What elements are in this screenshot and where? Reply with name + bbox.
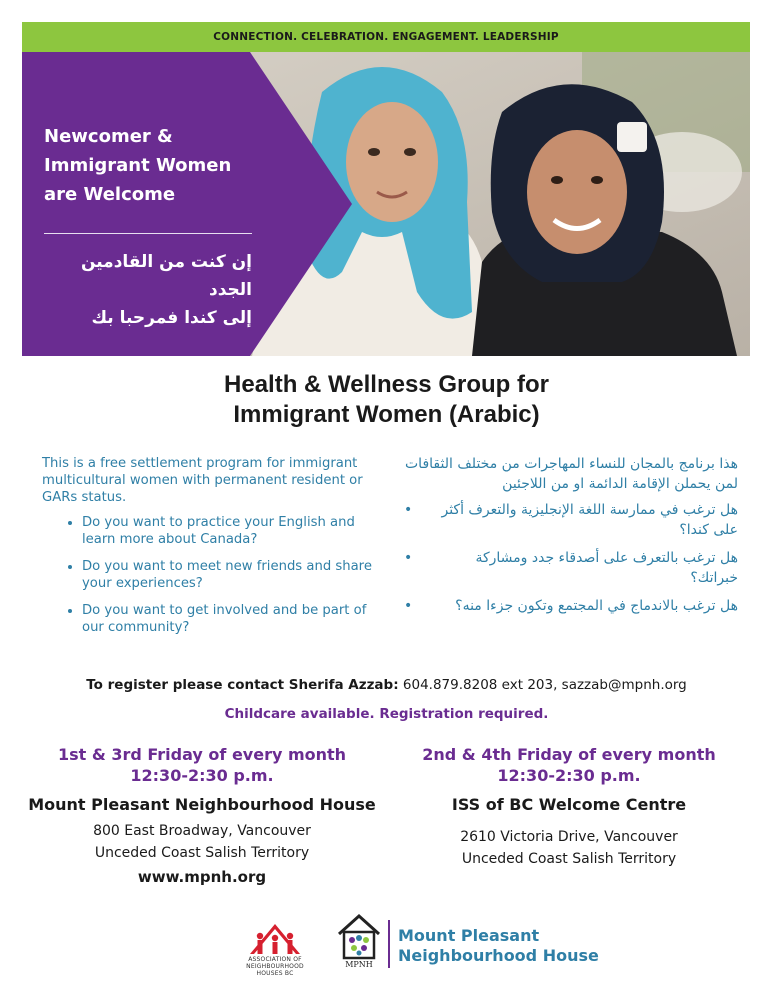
- mpnh-name-line: Mount Pleasant: [398, 926, 540, 945]
- list-item: • هل ترغب في ممارسة اللغة الإنجليزية والتعرف أكثر على كندا؟: [400, 500, 738, 540]
- mpnh-logo-name: [398, 926, 618, 966]
- schedule-days: 2nd & 4th Friday of every month: [422, 745, 716, 764]
- mpnh-name-line: Neighbourhood House: [398, 946, 599, 965]
- welcome-line: إن كنت من القادمين الجدد: [80, 252, 252, 300]
- welcome-arabic: [42, 248, 252, 332]
- english-description: [42, 455, 382, 646]
- arabic-question-list: [400, 500, 738, 616]
- arabic-description: [400, 454, 738, 624]
- schedule-time: 12:30-2:30 p.m.: [130, 766, 274, 785]
- list-item: • هل ترغب بالاندماج في المجتمع وتكون جزءا منه؟: [400, 596, 738, 616]
- welcome-line: Newcomer &: [44, 126, 173, 147]
- list-item: • هل ترغب بالتعرف على أصدقاء جدد ومشاركة خبراتك؟: [400, 548, 738, 588]
- list-item: • Do you want to meet new friends and share your experiences?: [82, 558, 382, 592]
- welcome-divider: [44, 233, 252, 234]
- venue-name: Mount Pleasant Neighbourhood House: [28, 795, 376, 814]
- title-line: Health & Wellness Group for: [224, 371, 549, 398]
- mpnh-abbreviation: MPNH: [345, 960, 373, 969]
- register-line: [0, 677, 773, 693]
- english-question-list: [42, 514, 382, 636]
- list-item: • Do you want to get involved and be part of our community?: [82, 602, 382, 636]
- childcare-note: Childcare available. Registration required.: [224, 706, 549, 722]
- top-banner: CONNECTION. CELEBRATION. ENGAGEMENT. LEADERSHIP: [22, 22, 750, 52]
- anh-logo-text: [244, 956, 306, 977]
- register-label: To register please contact Sherifa Azzab:: [86, 677, 399, 693]
- venue-address: 800 East Broadway, Vancouver: [93, 823, 311, 839]
- venue-name: ISS of BC Welcome Centre: [451, 795, 687, 814]
- arabic-intro: هذا برنامج بالمجان للنساء المهاجرات من مختلف الثقافات لمن يحملن الإقامة الدائمة او من اللاجئين: [405, 456, 738, 492]
- schedule-iss: [389, 744, 749, 870]
- mpnh-logo-divider: [388, 920, 390, 968]
- register-contact[interactable]: 604.879.8208 ext 203, sazzab@mpnh.org: [402, 677, 687, 693]
- anh-line: NEIGHBOURHOOD: [246, 963, 304, 970]
- website-link[interactable]: www.mpnh.org: [137, 868, 267, 886]
- welcome-line: are Welcome: [44, 184, 176, 205]
- schedule-time: 12:30-2:30 p.m.: [497, 766, 641, 785]
- english-intro: This is a free settlement program for immigrant multicultural women with permanent resident or GARs status.: [42, 456, 363, 505]
- venue-territory: Unceded Coast Salish Territory: [94, 845, 310, 861]
- welcome-line: Immigrant Women: [44, 155, 232, 176]
- venue-territory: Unceded Coast Salish Territory: [461, 851, 677, 867]
- anh-line: ASSOCIATION OF: [248, 956, 302, 963]
- venue-address: 2610 Victoria Drive, Vancouver: [460, 829, 678, 845]
- welcome-line: إلى كندا فمرحبا بك: [91, 308, 252, 328]
- hero-section: [22, 52, 750, 356]
- page-title: [0, 370, 773, 430]
- anh-line: HOUSES BC: [256, 970, 294, 977]
- title-line: Immigrant Women (Arabic): [233, 401, 540, 428]
- list-item: • Do you want to practice your English and learn more about Canada?: [82, 514, 382, 548]
- schedule-mpnh: [22, 744, 382, 886]
- welcome-english: [44, 122, 254, 209]
- schedule-days: 1st & 3rd Friday of every month: [57, 745, 347, 764]
